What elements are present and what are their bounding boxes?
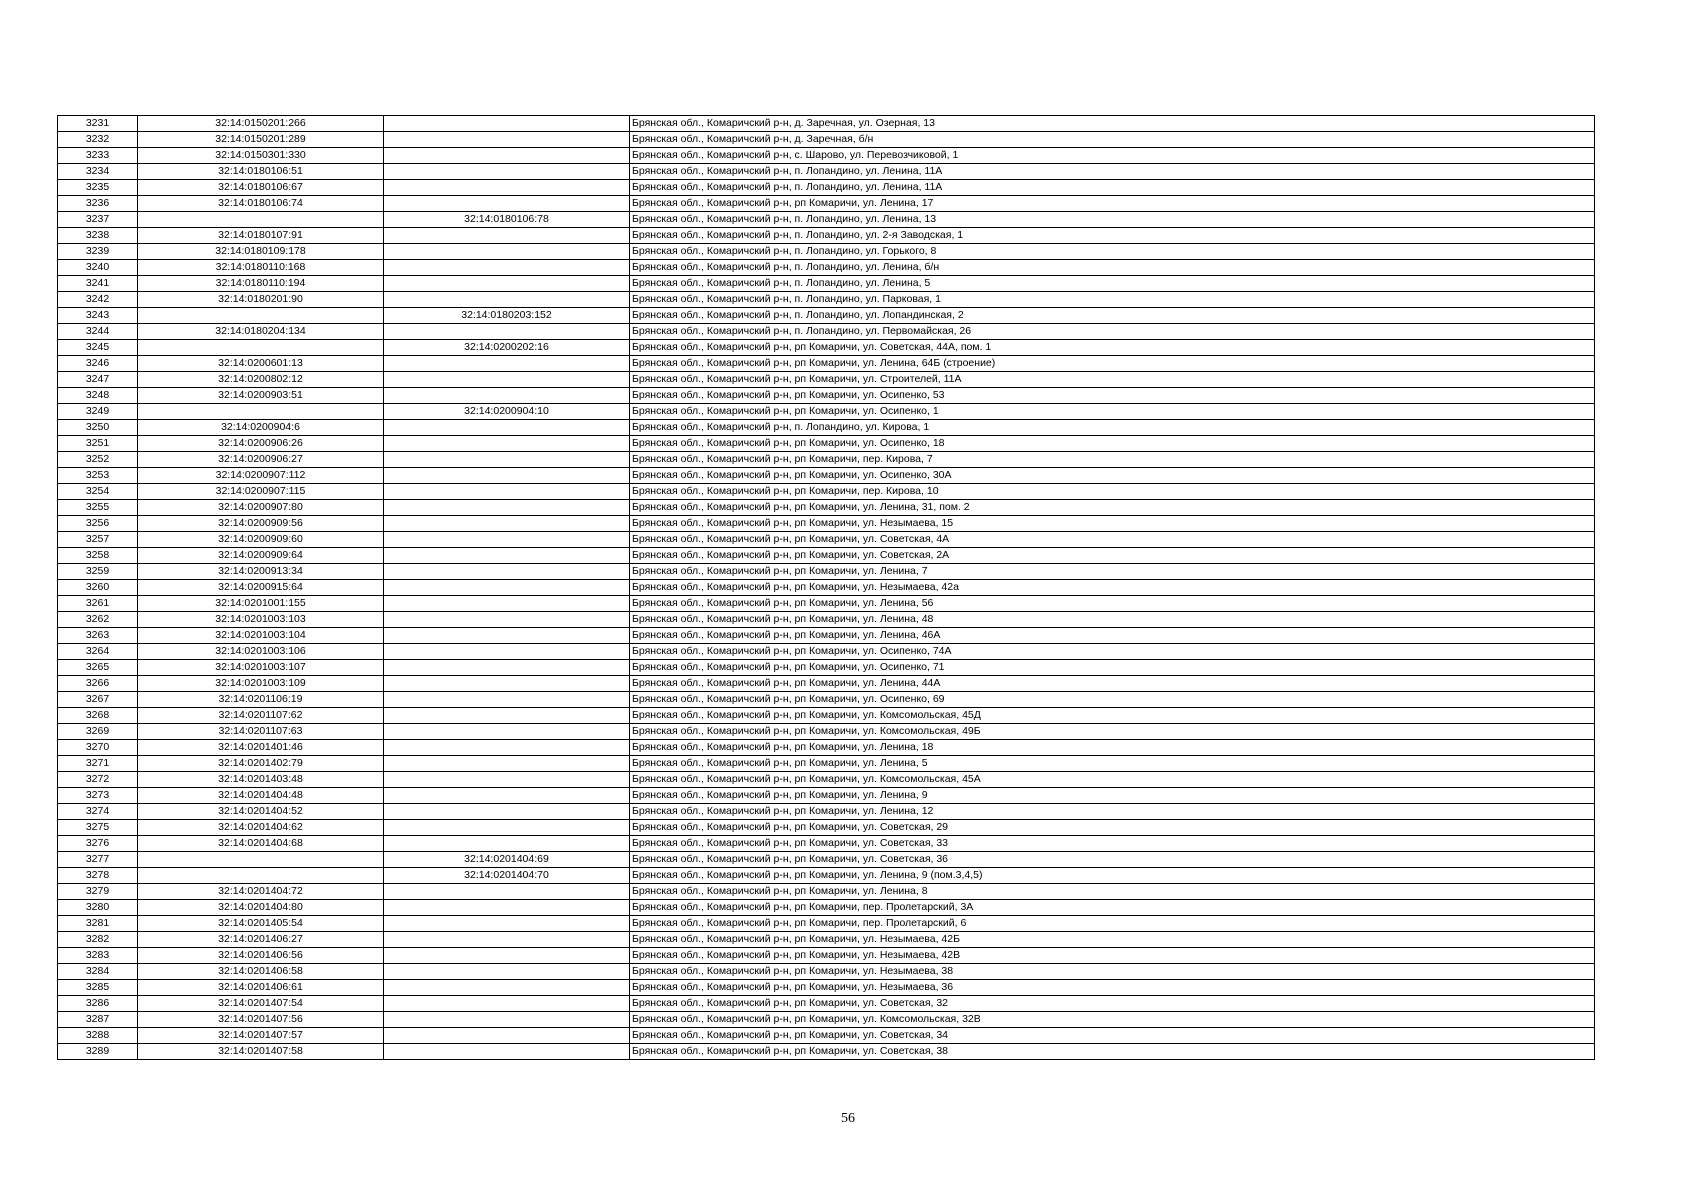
address-cell: Брянская обл., Комаричский р-н, п. Лопандино, ул. Ленина, 13	[630, 212, 1595, 228]
parent-cadastral-number-cell	[384, 820, 630, 836]
cadastral-number-cell: 32:14:0180107:91	[138, 228, 384, 244]
cadastral-number-cell: 32:14:0180106:51	[138, 164, 384, 180]
table-row	[58, 148, 1595, 164]
table-row	[58, 452, 1595, 468]
table-row	[58, 308, 1595, 324]
row-number-cell: 3263	[58, 628, 138, 644]
table-row	[58, 628, 1595, 644]
address-cell: Брянская обл., Комаричский р-н, д. Заречная, б/н	[630, 132, 1595, 148]
parent-cadastral-number-cell	[384, 564, 630, 580]
table-row	[58, 916, 1595, 932]
table-row	[58, 756, 1595, 772]
row-number-cell: 3260	[58, 580, 138, 596]
address-cell: Брянская обл., Комаричский р-н, рп Комаричи, пер. Кирова, 7	[630, 452, 1595, 468]
table-row	[58, 516, 1595, 532]
row-number-cell: 3261	[58, 596, 138, 612]
table-row	[58, 212, 1595, 228]
address-cell: Брянская обл., Комаричский р-н, рп Комаричи, ул. Советская, 4А	[630, 532, 1595, 548]
address-cell: Брянская обл., Комаричский р-н, рп Комаричи, ул. Советская, 29	[630, 820, 1595, 836]
address-cell: Брянская обл., Комаричский р-н, рп Комаричи, ул. Незымаева, 36	[630, 980, 1595, 996]
parent-cadastral-number-cell	[384, 628, 630, 644]
parent-cadastral-number-cell	[384, 980, 630, 996]
parent-cadastral-number-cell	[384, 804, 630, 820]
row-number-cell: 3287	[58, 1012, 138, 1028]
parent-cadastral-number-cell	[384, 996, 630, 1012]
row-number-cell: 3247	[58, 372, 138, 388]
cadastral-number-cell: 32:14:0180106:74	[138, 196, 384, 212]
row-number-cell: 3267	[58, 692, 138, 708]
cadastral-number-cell: 32:14:0200909:60	[138, 532, 384, 548]
address-cell: Брянская обл., Комаричский р-н, п. Лопандино, ул. Кирова, 1	[630, 420, 1595, 436]
address-cell: Брянская обл., Комаричский р-н, рп Комаричи, ул. Строителей, 11А	[630, 372, 1595, 388]
cadastral-number-cell: 32:14:0200907:80	[138, 500, 384, 516]
address-cell: Брянская обл., Комаричский р-н, рп Комаричи, ул. Ленина, 5	[630, 756, 1595, 772]
row-number-cell: 3235	[58, 180, 138, 196]
row-number-cell: 3285	[58, 980, 138, 996]
cadastral-number-cell: 32:14:0201406:61	[138, 980, 384, 996]
table-row	[58, 228, 1595, 244]
cadastral-number-cell: 32:14:0201404:68	[138, 836, 384, 852]
address-cell: Брянская обл., Комаричский р-н, рп Комаричи, ул. Комсомольская, 45А	[630, 772, 1595, 788]
row-number-cell: 3255	[58, 500, 138, 516]
table-row	[58, 692, 1595, 708]
parent-cadastral-number-cell	[384, 164, 630, 180]
cadastral-number-cell: 32:14:0200915:64	[138, 580, 384, 596]
address-cell: Брянская обл., Комаричский р-н, рп Комаричи, ул. Ленина, 8	[630, 884, 1595, 900]
table-row	[58, 932, 1595, 948]
row-number-cell: 3278	[58, 868, 138, 884]
table-row	[58, 820, 1595, 836]
address-cell: Брянская обл., Комаричский р-н, рп Комаричи, ул. Советская, 32	[630, 996, 1595, 1012]
parent-cadastral-number-cell	[384, 436, 630, 452]
table-row	[58, 724, 1595, 740]
cadastral-number-cell: 32:14:0180110:168	[138, 260, 384, 276]
table-row	[58, 660, 1595, 676]
row-number-cell: 3244	[58, 324, 138, 340]
table-row	[58, 388, 1595, 404]
cadastral-number-cell: 32:14:0180110:194	[138, 276, 384, 292]
cadastral-number-cell	[138, 404, 384, 420]
row-number-cell: 3277	[58, 852, 138, 868]
parent-cadastral-number-cell	[384, 660, 630, 676]
address-cell: Брянская обл., Комаричский р-н, рп Комаричи, ул. Ленина, 17	[630, 196, 1595, 212]
row-number-cell: 3248	[58, 388, 138, 404]
table-row	[58, 612, 1595, 628]
row-number-cell: 3269	[58, 724, 138, 740]
parent-cadastral-number-cell	[384, 916, 630, 932]
address-cell: Брянская обл., Комаричский р-н, рп Комаричи, ул. Незымаева, 38	[630, 964, 1595, 980]
address-cell: Брянская обл., Комаричский р-н, рп Комаричи, ул. Ленина, 9	[630, 788, 1595, 804]
cadastral-number-cell: 32:14:0200909:56	[138, 516, 384, 532]
cadastral-number-cell: 32:14:0201403:48	[138, 772, 384, 788]
row-number-cell: 3237	[58, 212, 138, 228]
cadastral-number-cell: 32:14:0200909:64	[138, 548, 384, 564]
row-number-cell: 3241	[58, 276, 138, 292]
table-row	[58, 532, 1595, 548]
cadastral-number-cell: 32:14:0201406:56	[138, 948, 384, 964]
row-number-cell: 3274	[58, 804, 138, 820]
parent-cadastral-number-cell	[384, 532, 630, 548]
parent-cadastral-number-cell	[384, 484, 630, 500]
cadastral-number-cell: 32:14:0200907:115	[138, 484, 384, 500]
parent-cadastral-number-cell	[384, 388, 630, 404]
table-row	[58, 884, 1595, 900]
cadastral-number-cell	[138, 852, 384, 868]
parent-cadastral-number-cell	[384, 900, 630, 916]
cadastral-number-cell: 32:14:0201404:62	[138, 820, 384, 836]
cadastral-number-cell: 32:14:0150301:330	[138, 148, 384, 164]
address-cell: Брянская обл., Комаричский р-н, рп Комаричи, ул. Ленина, 31, пом. 2	[630, 500, 1595, 516]
cadastral-number-cell: 32:14:0201406:58	[138, 964, 384, 980]
address-cell: Брянская обл., Комаричский р-н, рп Комаричи, ул. Осипенко, 18	[630, 436, 1595, 452]
table-row	[58, 1044, 1595, 1060]
address-cell: Брянская обл., Комаричский р-н, рп Комаричи, ул. Незымаева, 15	[630, 516, 1595, 532]
address-cell: Брянская обл., Комаричский р-н, рп Комаричи, ул. Комсомольская, 49Б	[630, 724, 1595, 740]
table-row	[58, 196, 1595, 212]
cadastral-number-cell: 32:14:0201407:56	[138, 1012, 384, 1028]
row-number-cell: 3289	[58, 1044, 138, 1060]
cadastral-number-cell: 32:14:0201407:58	[138, 1044, 384, 1060]
parent-cadastral-number-cell	[384, 676, 630, 692]
parent-cadastral-number-cell	[384, 548, 630, 564]
cadastral-number-cell: 32:14:0200903:51	[138, 388, 384, 404]
row-number-cell: 3266	[58, 676, 138, 692]
table-row	[58, 276, 1595, 292]
row-number-cell: 3257	[58, 532, 138, 548]
parent-cadastral-number-cell	[384, 756, 630, 772]
parent-cadastral-number-cell	[384, 420, 630, 436]
row-number-cell: 3231	[58, 116, 138, 132]
row-number-cell: 3242	[58, 292, 138, 308]
address-cell: Брянская обл., Комаричский р-н, рп Комаричи, ул. Ленина, 48	[630, 612, 1595, 628]
table-row	[58, 260, 1595, 276]
table-row	[58, 980, 1595, 996]
table-row	[58, 180, 1595, 196]
table-row	[58, 596, 1595, 612]
cadastral-number-cell: 32:14:0201003:106	[138, 644, 384, 660]
table-row	[58, 852, 1595, 868]
parent-cadastral-number-cell	[384, 324, 630, 340]
address-cell: Брянская обл., Комаричский р-н, д. Заречная, ул. Озерная, 13	[630, 116, 1595, 132]
parent-cadastral-number-cell	[384, 116, 630, 132]
cadastral-number-cell: 32:14:0201405:54	[138, 916, 384, 932]
row-number-cell: 3254	[58, 484, 138, 500]
table-body	[58, 116, 1595, 1060]
address-cell: Брянская обл., Комаричский р-н, рп Комаричи, ул. Осипенко, 74А	[630, 644, 1595, 660]
parent-cadastral-number-cell	[384, 596, 630, 612]
cadastral-number-cell: 32:14:0200906:27	[138, 452, 384, 468]
address-cell: Брянская обл., Комаричский р-н, рп Комаричи, ул. Ленина, 64Б (строение)	[630, 356, 1595, 372]
address-cell: Брянская обл., Комаричский р-н, рп Комаричи, ул. Советская, 2А	[630, 548, 1595, 564]
table-row	[58, 788, 1595, 804]
table-row	[58, 340, 1595, 356]
address-cell: Брянская обл., Комаричский р-н, рп Комаричи, ул. Осипенко, 71	[630, 660, 1595, 676]
row-number-cell: 3280	[58, 900, 138, 916]
parent-cadastral-number-cell: 32:14:0201404:70	[384, 868, 630, 884]
row-number-cell: 3258	[58, 548, 138, 564]
address-cell: Брянская обл., Комаричский р-н, рп Комаричи, ул. Ленина, 9 (пом.3,4,5)	[630, 868, 1595, 884]
parent-cadastral-number-cell	[384, 692, 630, 708]
row-number-cell: 3232	[58, 132, 138, 148]
table-row	[58, 468, 1595, 484]
row-number-cell: 3284	[58, 964, 138, 980]
cadastral-number-cell	[138, 340, 384, 356]
address-cell: Брянская обл., Комаричский р-н, рп Комаричи, ул. Советская, 34	[630, 1028, 1595, 1044]
table-row	[58, 740, 1595, 756]
cadastral-number-cell: 32:14:0180109:178	[138, 244, 384, 260]
table-row	[58, 404, 1595, 420]
table-row	[58, 164, 1595, 180]
address-cell: Брянская обл., Комаричский р-н, п. Лопандино, ул. Первомайская, 26	[630, 324, 1595, 340]
cadastral-number-cell: 32:14:0200601:13	[138, 356, 384, 372]
address-cell: Брянская обл., Комаричский р-н, рп Комаричи, ул. Комсомольская, 32В	[630, 1012, 1595, 1028]
address-cell: Брянская обл., Комаричский р-н, п. Лопандино, ул. Ленина, 11А	[630, 164, 1595, 180]
cadastral-number-cell: 32:14:0180204:134	[138, 324, 384, 340]
parent-cadastral-number-cell: 32:14:0180106:78	[384, 212, 630, 228]
row-number-cell: 3245	[58, 340, 138, 356]
table-row	[58, 948, 1595, 964]
cadastral-number-cell: 32:14:0201404:72	[138, 884, 384, 900]
parent-cadastral-number-cell	[384, 612, 630, 628]
parent-cadastral-number-cell: 32:14:0201404:69	[384, 852, 630, 868]
cadastral-number-cell: 32:14:0201107:63	[138, 724, 384, 740]
address-cell: Брянская обл., Комаричский р-н, рп Комаричи, ул. Советская, 33	[630, 836, 1595, 852]
parent-cadastral-number-cell	[384, 948, 630, 964]
table-row	[58, 836, 1595, 852]
address-cell: Брянская обл., Комаричский р-н, рп Комаричи, ул. Советская, 38	[630, 1044, 1595, 1060]
cadastral-number-cell: 32:14:0150201:266	[138, 116, 384, 132]
parent-cadastral-number-cell	[384, 724, 630, 740]
parent-cadastral-number-cell	[384, 372, 630, 388]
cadastral-number-cell: 32:14:0201402:79	[138, 756, 384, 772]
cadastral-number-cell	[138, 212, 384, 228]
address-cell: Брянская обл., Комаричский р-н, рп Комаричи, ул. Осипенко, 53	[630, 388, 1595, 404]
parent-cadastral-number-cell	[384, 244, 630, 260]
address-cell: Брянская обл., Комаричский р-н, рп Комаричи, ул. Советская, 36	[630, 852, 1595, 868]
cadastral-number-cell: 32:14:0200906:26	[138, 436, 384, 452]
parent-cadastral-number-cell	[384, 292, 630, 308]
parent-cadastral-number-cell	[384, 276, 630, 292]
row-number-cell: 3268	[58, 708, 138, 724]
cadastral-number-cell: 32:14:0201407:54	[138, 996, 384, 1012]
address-cell: Брянская обл., Комаричский р-н, рп Комаричи, ул. Ленина, 56	[630, 596, 1595, 612]
row-number-cell: 3279	[58, 884, 138, 900]
table-row	[58, 964, 1595, 980]
table-row	[58, 900, 1595, 916]
address-cell: Брянская обл., Комаричский р-н, п. Лопандино, ул. 2-я Заводская, 1	[630, 228, 1595, 244]
address-cell: Брянская обл., Комаричский р-н, рп Комаричи, ул. Незымаева, 42а	[630, 580, 1595, 596]
parent-cadastral-number-cell	[384, 196, 630, 212]
row-number-cell: 3236	[58, 196, 138, 212]
row-number-cell: 3270	[58, 740, 138, 756]
parent-cadastral-number-cell	[384, 500, 630, 516]
cadastral-number-cell: 32:14:0201003:104	[138, 628, 384, 644]
row-number-cell: 3262	[58, 612, 138, 628]
table-row	[58, 676, 1595, 692]
parent-cadastral-number-cell	[384, 1012, 630, 1028]
parent-cadastral-number-cell	[384, 1028, 630, 1044]
parent-cadastral-number-cell	[384, 836, 630, 852]
parent-cadastral-number-cell	[384, 452, 630, 468]
address-cell: Брянская обл., Комаричский р-н, п. Лопандино, ул. Ленина, 11А	[630, 180, 1595, 196]
row-number-cell: 3276	[58, 836, 138, 852]
parent-cadastral-number-cell	[384, 644, 630, 660]
parent-cadastral-number-cell	[384, 708, 630, 724]
address-cell: Брянская обл., Комаричский р-н, рп Комаричи, ул. Ленина, 18	[630, 740, 1595, 756]
cadastral-number-cell: 32:14:0201401:46	[138, 740, 384, 756]
row-number-cell: 3272	[58, 772, 138, 788]
address-cell: Брянская обл., Комаричский р-н, п. Лопандино, ул. Лопандинская, 2	[630, 308, 1595, 324]
address-cell: Брянская обл., Комаричский р-н, рп Комаричи, ул. Незымаева, 42В	[630, 948, 1595, 964]
parent-cadastral-number-cell	[384, 772, 630, 788]
table-row	[58, 996, 1595, 1012]
cadastral-number-cell	[138, 868, 384, 884]
row-number-cell: 3239	[58, 244, 138, 260]
row-number-cell: 3234	[58, 164, 138, 180]
cadastral-number-cell: 32:14:0201001:155	[138, 596, 384, 612]
table-row	[58, 484, 1595, 500]
table-row	[58, 420, 1595, 436]
row-number-cell: 3250	[58, 420, 138, 436]
address-cell: Брянская обл., Комаричский р-н, рп Комаричи, пер. Пролетарский, 3А	[630, 900, 1595, 916]
row-number-cell: 3259	[58, 564, 138, 580]
table-row	[58, 548, 1595, 564]
parent-cadastral-number-cell	[384, 356, 630, 372]
cadastral-number-cell: 32:14:0201404:80	[138, 900, 384, 916]
row-number-cell: 3251	[58, 436, 138, 452]
address-cell: Брянская обл., Комаричский р-н, рп Комаричи, ул. Советская, 44А, пом. 1	[630, 340, 1595, 356]
table-row	[58, 868, 1595, 884]
parent-cadastral-number-cell	[384, 580, 630, 596]
cadastral-number-cell: 32:14:0201107:62	[138, 708, 384, 724]
row-number-cell: 3256	[58, 516, 138, 532]
row-number-cell: 3286	[58, 996, 138, 1012]
parent-cadastral-number-cell	[384, 740, 630, 756]
cadastral-number-cell: 32:14:0200907:112	[138, 468, 384, 484]
table-row	[58, 244, 1595, 260]
address-cell: Брянская обл., Комаричский р-н, с. Шарово, ул. Перевозчиковой, 1	[630, 148, 1595, 164]
table-row	[58, 132, 1595, 148]
cadastral-number-cell: 32:14:0201003:109	[138, 676, 384, 692]
address-cell: Брянская обл., Комаричский р-н, рп Комаричи, пер. Пролетарский, 6	[630, 916, 1595, 932]
parent-cadastral-number-cell	[384, 932, 630, 948]
parent-cadastral-number-cell	[384, 132, 630, 148]
table-row	[58, 804, 1595, 820]
cadastral-number-cell	[138, 308, 384, 324]
row-number-cell: 3275	[58, 820, 138, 836]
table-row	[58, 1012, 1595, 1028]
table-row	[58, 564, 1595, 580]
row-number-cell: 3264	[58, 644, 138, 660]
parent-cadastral-number-cell	[384, 964, 630, 980]
address-cell: Брянская обл., Комаричский р-н, рп Комаричи, ул. Осипенко, 30А	[630, 468, 1595, 484]
cadastral-number-cell: 32:14:0180201:90	[138, 292, 384, 308]
row-number-cell: 3246	[58, 356, 138, 372]
cadastral-number-cell: 32:14:0201404:48	[138, 788, 384, 804]
table-row	[58, 372, 1595, 388]
parent-cadastral-number-cell	[384, 468, 630, 484]
parent-cadastral-number-cell: 32:14:0180203:152	[384, 308, 630, 324]
table-row	[58, 292, 1595, 308]
cadastral-number-cell: 32:14:0201003:103	[138, 612, 384, 628]
table-row	[58, 324, 1595, 340]
parent-cadastral-number-cell	[384, 148, 630, 164]
row-number-cell: 3243	[58, 308, 138, 324]
address-cell: Брянская обл., Комаричский р-н, п. Лопандино, ул. Горького, 8	[630, 244, 1595, 260]
address-cell: Брянская обл., Комаричский р-н, рп Комаричи, пер. Кирова, 10	[630, 484, 1595, 500]
row-number-cell: 3253	[58, 468, 138, 484]
property-registry-table	[57, 115, 1595, 1060]
address-cell: Брянская обл., Комаричский р-н, рп Комаричи, ул. Ленина, 46А	[630, 628, 1595, 644]
table-row	[58, 436, 1595, 452]
address-cell: Брянская обл., Комаричский р-н, рп Комаричи, ул. Ленина, 44А	[630, 676, 1595, 692]
row-number-cell: 3238	[58, 228, 138, 244]
cadastral-number-cell: 32:14:0201406:27	[138, 932, 384, 948]
address-cell: Брянская обл., Комаричский р-н, рп Комаричи, ул. Комсомольская, 45Д	[630, 708, 1595, 724]
address-cell: Брянская обл., Комаричский р-н, рп Комаричи, ул. Осипенко, 1	[630, 404, 1595, 420]
row-number-cell: 3283	[58, 948, 138, 964]
row-number-cell: 3281	[58, 916, 138, 932]
cadastral-number-cell: 32:14:0200913:34	[138, 564, 384, 580]
row-number-cell: 3288	[58, 1028, 138, 1044]
parent-cadastral-number-cell	[384, 1044, 630, 1060]
cadastral-number-cell: 32:14:0201404:52	[138, 804, 384, 820]
row-number-cell: 3252	[58, 452, 138, 468]
address-cell: Брянская обл., Комаричский р-н, рп Комаричи, ул. Незымаева, 42Б	[630, 932, 1595, 948]
cadastral-number-cell: 32:14:0201003:107	[138, 660, 384, 676]
address-cell: Брянская обл., Комаричский р-н, рп Комаричи, ул. Ленина, 12	[630, 804, 1595, 820]
cadastral-number-cell: 32:14:0201407:57	[138, 1028, 384, 1044]
table-row	[58, 772, 1595, 788]
row-number-cell: 3271	[58, 756, 138, 772]
row-number-cell: 3249	[58, 404, 138, 420]
address-cell: Брянская обл., Комаричский р-н, п. Лопандино, ул. Ленина, 5	[630, 276, 1595, 292]
table-row	[58, 116, 1595, 132]
row-number-cell: 3273	[58, 788, 138, 804]
page-number: 56	[841, 1111, 855, 1126]
cadastral-number-cell: 32:14:0200802:12	[138, 372, 384, 388]
parent-cadastral-number-cell	[384, 228, 630, 244]
address-cell: Брянская обл., Комаричский р-н, п. Лопандино, ул. Парковая, 1	[630, 292, 1595, 308]
address-cell: Брянская обл., Комаричский р-н, рп Комаричи, ул. Осипенко, 69	[630, 692, 1595, 708]
cadastral-number-cell: 32:14:0180106:67	[138, 180, 384, 196]
row-number-cell: 3265	[58, 660, 138, 676]
parent-cadastral-number-cell	[384, 180, 630, 196]
cadastral-number-cell: 32:14:0200904:6	[138, 420, 384, 436]
parent-cadastral-number-cell: 32:14:0200904:10	[384, 404, 630, 420]
table-row	[58, 500, 1595, 516]
parent-cadastral-number-cell	[384, 788, 630, 804]
address-cell: Брянская обл., Комаричский р-н, п. Лопандино, ул. Ленина, б/н	[630, 260, 1595, 276]
parent-cadastral-number-cell: 32:14:0200202:16	[384, 340, 630, 356]
cadastral-number-cell: 32:14:0150201:289	[138, 132, 384, 148]
table-row	[58, 644, 1595, 660]
row-number-cell: 3233	[58, 148, 138, 164]
address-cell: Брянская обл., Комаричский р-н, рп Комаричи, ул. Ленина, 7	[630, 564, 1595, 580]
row-number-cell: 3240	[58, 260, 138, 276]
table-row	[58, 580, 1595, 596]
parent-cadastral-number-cell	[384, 516, 630, 532]
table-row	[58, 1028, 1595, 1044]
parent-cadastral-number-cell	[384, 884, 630, 900]
row-number-cell: 3282	[58, 932, 138, 948]
table-row	[58, 708, 1595, 724]
table-row	[58, 356, 1595, 372]
parent-cadastral-number-cell	[384, 260, 630, 276]
cadastral-number-cell: 32:14:0201106:19	[138, 692, 384, 708]
